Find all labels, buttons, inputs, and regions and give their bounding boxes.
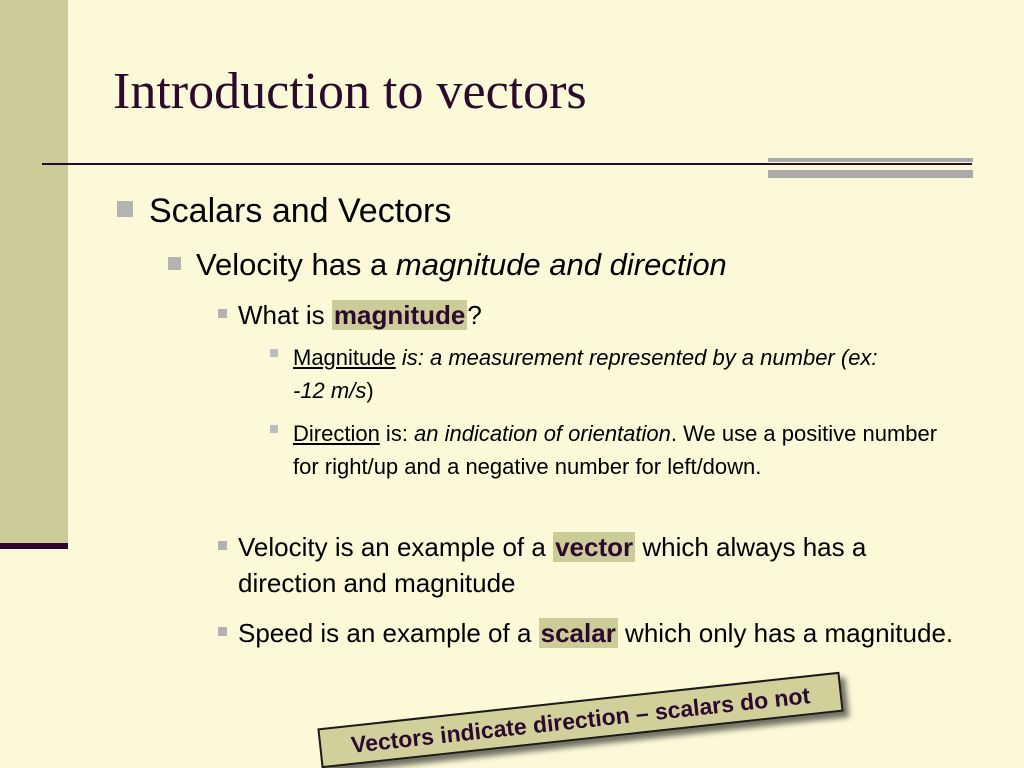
bullet-velocity-has — [168, 247, 727, 283]
bullet-text — [238, 529, 958, 601]
callout-text: Vectors indicate direction – scalars do not — [349, 681, 812, 758]
bullet-magnitude-definition — [270, 341, 910, 407]
square-bullet-icon — [218, 627, 227, 636]
bullet-what-is-magnitude — [218, 297, 482, 333]
bullet-prefix: Velocity is an example of a — [238, 532, 554, 562]
explanation-text: . We use a positive number for right/up and a negative number for left/down. — [293, 421, 938, 479]
connector-text: is: — [379, 421, 415, 446]
title-divider — [42, 163, 972, 165]
decorative-bar-top — [768, 158, 973, 162]
left-accent-bar — [0, 543, 68, 549]
bullet-text — [293, 341, 910, 407]
closing-paren: ) — [366, 378, 374, 403]
bullet-suffix: ? — [467, 300, 482, 330]
bullet-direction-definition — [270, 417, 950, 483]
square-bullet-icon — [168, 257, 181, 270]
callout-banner — [317, 672, 843, 768]
bullet-text — [196, 247, 727, 283]
square-bullet-icon — [270, 425, 278, 433]
square-bullet-icon — [218, 541, 227, 550]
bullet-emphasis: magnitude and direction — [395, 247, 727, 282]
square-bullet-icon — [270, 349, 278, 357]
bullet-prefix: Velocity has a — [196, 247, 396, 282]
square-bullet-icon — [218, 309, 227, 318]
bullet-text — [238, 297, 482, 333]
square-bullet-icon — [117, 201, 133, 217]
bullet-text — [238, 615, 953, 651]
underlined-term: Direction — [293, 421, 380, 446]
decorative-bar-bottom — [768, 170, 973, 178]
highlighted-term: scalar — [540, 618, 616, 648]
left-decorative-band — [0, 0, 68, 548]
slide-title: Introduction to vectors — [113, 63, 587, 120]
bullet-prefix: Speed is an example of a — [238, 618, 539, 648]
underlined-term: Magnitude — [293, 345, 396, 370]
bullet-text: Scalars and Vectors — [149, 192, 452, 230]
highlighted-term: magnitude — [333, 300, 466, 330]
bullet-scalars-and-vectors — [117, 192, 451, 230]
bullet-suffix: which always has a direction and magnitude — [238, 532, 867, 598]
highlighted-term: vector — [555, 532, 634, 562]
definition-text: an indication of orientation — [414, 421, 671, 446]
bullet-velocity-vector — [218, 529, 958, 601]
bullet-suffix: which only has a magnitude. — [617, 618, 954, 648]
bullet-speed-scalar — [218, 615, 958, 651]
bullet-text — [293, 417, 950, 483]
bullet-prefix: What is — [238, 300, 332, 330]
definition-text: is: a measurement represented by a number (ex: -12 m/s — [293, 345, 878, 403]
